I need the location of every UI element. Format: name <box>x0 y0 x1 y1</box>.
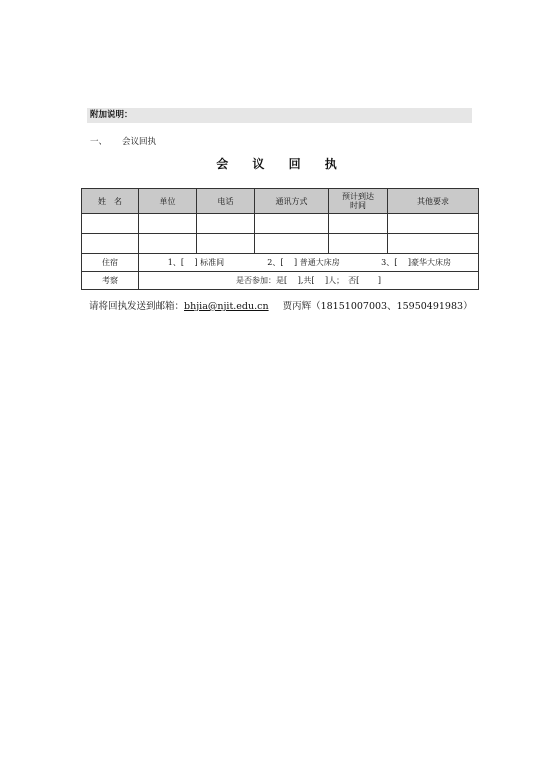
cell-name[interactable] <box>82 234 139 254</box>
header-phone: 电话 <box>197 189 255 214</box>
header-arrival-line2: 时间 <box>350 201 366 210</box>
cell-name[interactable] <box>82 214 139 234</box>
contact-info: 贾丙辉（18151007003、15950491983） <box>282 301 473 312</box>
section-label: 会议回执 <box>122 137 157 147</box>
tour-label: 考察 <box>82 272 139 290</box>
appendix-title: 附加说明： <box>90 110 133 120</box>
lodging-option-standard[interactable]: 1、[ ] 标准间 <box>167 258 225 267</box>
lodging-row <box>82 254 479 272</box>
header-arrival-time <box>329 189 388 214</box>
header-row <box>82 189 479 214</box>
form-title: 会 议 回 执 <box>216 157 347 171</box>
header-name: 姓 名 <box>82 189 139 214</box>
header-unit: 单位 <box>139 189 197 214</box>
cell-unit[interactable] <box>139 234 197 254</box>
header-other-requests: 其他要求 <box>388 189 479 214</box>
lodging-label: 住宿 <box>82 254 139 272</box>
cell-contact-method[interactable] <box>255 234 329 254</box>
lodging-option-double[interactable]: 2、[ ] 普通大床房 <box>267 258 340 267</box>
cell-arrival-time[interactable] <box>329 214 388 234</box>
section-number: 一、 <box>90 137 108 147</box>
cell-phone[interactable] <box>197 214 255 234</box>
cell-contact-method[interactable] <box>255 214 329 234</box>
lodging-options <box>139 254 479 272</box>
cell-phone[interactable] <box>197 234 255 254</box>
cell-arrival-time[interactable] <box>329 234 388 254</box>
receipt-table <box>81 188 479 290</box>
submission-note <box>89 298 473 312</box>
table-row <box>82 214 479 234</box>
cell-unit[interactable] <box>139 214 197 234</box>
tour-participation[interactable]: 是否参加：是[ ],共[ ]人； 否[ ] <box>139 272 479 290</box>
header-arrival-line1: 预计到达 <box>342 192 374 201</box>
tour-row <box>82 272 479 290</box>
table-row <box>82 234 479 254</box>
email-link[interactable]: bhjia@njit.edu.cn <box>184 301 269 312</box>
appendix-bar <box>87 108 472 123</box>
cell-other-requests[interactable] <box>388 234 479 254</box>
lodging-option-deluxe[interactable]: 3、[ ]豪华大床房 <box>381 258 451 267</box>
header-contact-method: 通讯方式 <box>255 189 329 214</box>
note-prefix: 请将回执发送到邮箱： <box>89 301 185 312</box>
cell-other-requests[interactable] <box>388 214 479 234</box>
